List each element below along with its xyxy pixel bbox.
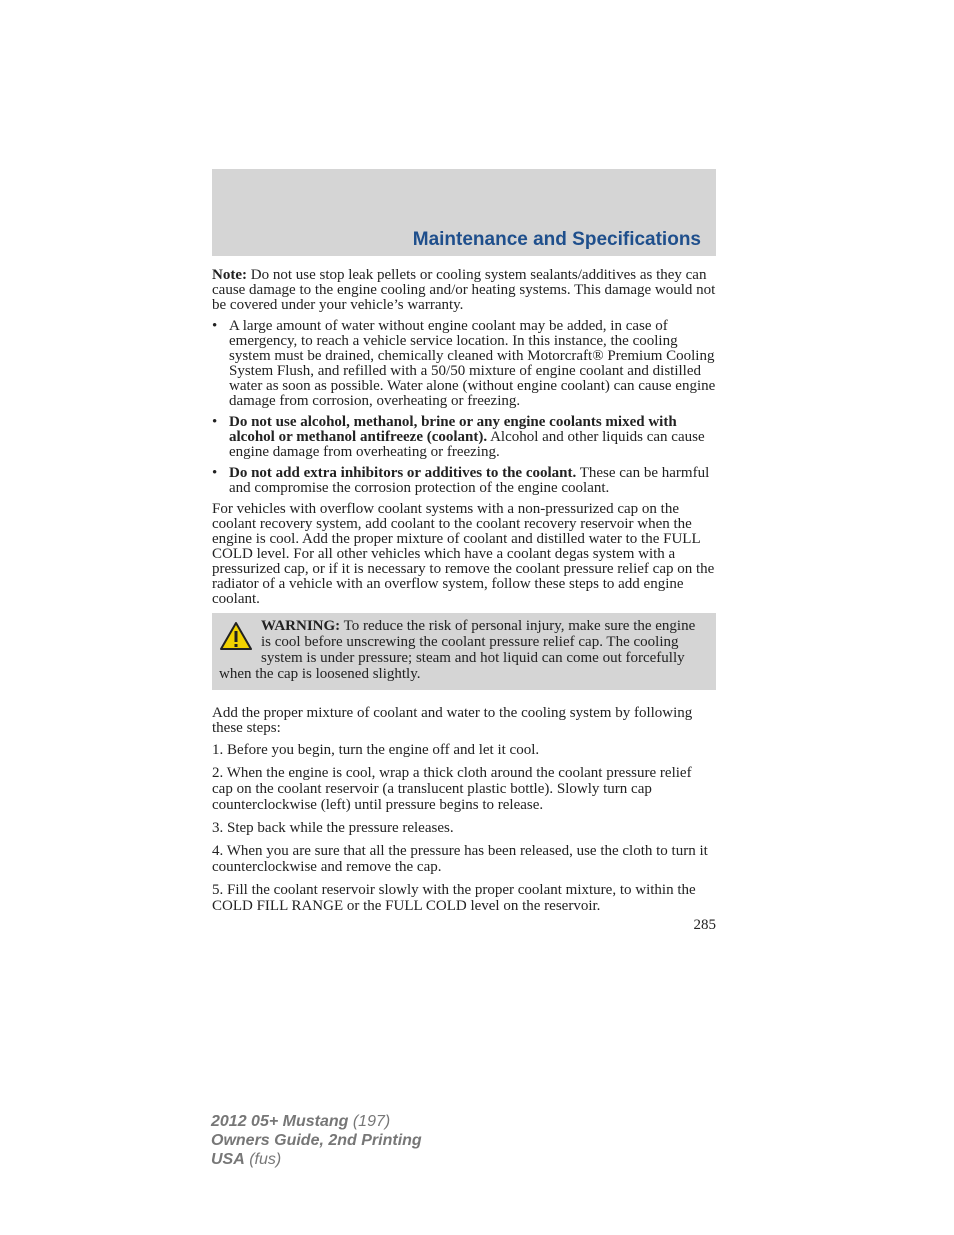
warning-label: WARNING: — [261, 618, 341, 634]
note-label: Note: — [212, 267, 247, 283]
intro-paragraph: Add the proper mixture of coolant and water to the cooling system by following these steps: — [212, 705, 693, 736]
page-number: 285 — [693, 917, 716, 933]
note-text: Do not use stop leak pellets or cooling system sealants/additives as they can cause damage to the engine cooling and/or heating systems. This damage would not be covered under your vehicle’s warranty. — [212, 267, 716, 313]
note-paragraph — [212, 268, 716, 313]
footer — [211, 1112, 422, 1169]
step-item: 2. When the engine is cool, wrap a thick cloth around the coolant pressure relief cap on the coolant reservoir (a translucent plastic bottle). Slowly turn cap counterclockwise (left) until pressure begins to release. — [212, 765, 692, 813]
section-title: Maintenance and Specifications — [412, 229, 701, 250]
bullet-item — [212, 319, 716, 409]
step-item: 3. Step back while the pressure releases. — [212, 820, 454, 836]
bullet-text: These can be harmful and compromise the corrosion protection of the engine coolant. — [229, 465, 710, 496]
bullet-icon: • — [212, 414, 218, 430]
step-item: 5. Fill the coolant reservoir slowly with the proper coolant mixture, to within the COLD FILL RANGE or the FULL COLD level on the reservoir. — [212, 882, 696, 914]
footer-market: USA — [211, 1151, 245, 1168]
footer-guide: Owners Guide, 2nd Printing — [211, 1132, 422, 1149]
overflow-paragraph: For vehicles with overflow coolant systems with a non-pressurized cap on the coolant recovery system, add coolant to the coolant recovery reservoir when the engine is cool. Add the proper mixture of coolant and distilled water to the FULL COLD level. For all other vehicles which have a coolant degas system with a pressurized cap, or if it is necessary to remove the coolant pressure relief cap on the radiator of a vehicle with an overflow system, follow these steps to add engine coolant. — [212, 501, 715, 607]
bullet-item — [212, 466, 716, 496]
footer-market-code: (fus) — [244, 1151, 282, 1168]
bullet-item — [212, 415, 716, 460]
step-item: 1. Before you begin, turn the engine off and let it cool. — [212, 742, 540, 758]
warning-box — [212, 613, 716, 690]
bullet-text: A large amount of water without engine coolant may be added, in case of emergency, to reach a vehicle service location. In this instance, the cooling system must be drained, chemically cleaned with Motorcraft® Premium Cooling System Flush, and refilled with a 50/50 mixture of engine coolant and distilled water as soon as possible. Water alone (without engine coolant) can cause engine damage from corrosion, overheating or freezing. — [229, 318, 716, 409]
bullet-icon: • — [212, 465, 218, 481]
bullet-bold-text: Do not add extra inhibitors or additives to the coolant. — [229, 465, 577, 481]
footer-model: 2012 05+ Mustang — [211, 1113, 349, 1130]
step-item: 4. When you are sure that all the pressure has been released, use the cloth to turn it counterclockwise and remove the cap. — [212, 843, 708, 875]
footer-line-3 — [211, 1150, 422, 1169]
warning-text: To reduce the risk of personal injury, make sure the engine is cool before unscrewing the coolant pressure relief cap. The cooling system is under pressure; steam and hot liquid can come out forcefully when the cap is loosened slightly. — [219, 618, 696, 682]
page-content — [212, 268, 716, 933]
bullet-bold-text: Do not use alcohol, methanol, brine or any engine coolants mixed with alcohol or methanol antifreeze (coolant). — [229, 414, 677, 445]
bullet-icon: • — [212, 318, 218, 334]
warning-triangle-icon — [219, 621, 253, 651]
section-header-band — [212, 169, 716, 256]
footer-model-code: (197) — [348, 1113, 391, 1130]
bullet-text: Alcohol and other liquids can cause engine damage from overheating or freezing. — [229, 429, 705, 460]
footer-line-2 — [211, 1131, 422, 1150]
footer-line-1 — [211, 1112, 422, 1131]
